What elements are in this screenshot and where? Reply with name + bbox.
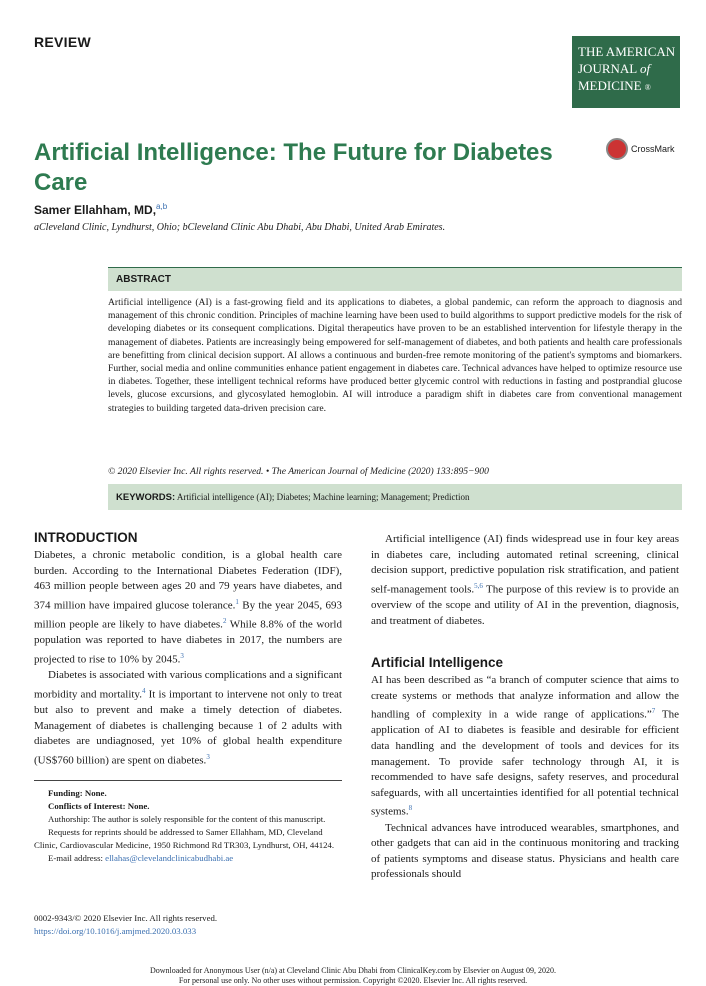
footnotes (34, 780, 342, 865)
keywords-list: Artificial intelligence (AI); Diabetes; Machine learning; Management; Prediction (176, 492, 470, 502)
intro-paragraph-1: Diabetes, a chronic metabolic condition, is a global health care burden. According to the International Diabetes Federation (IDF), 463 million people between ages 20 and 79 years have diabetes, and 374 million have impaired glucose tolerance.$^1$ By the year 2045, 693 million people are likely to have diabetes.$^2$ While 8.8% of the world population was reported to have diabetes in 2017, the numbers are projected to rise to 10% by 2045.$^3$ (34, 549, 342, 666)
ref-link[interactable]: 8 (408, 804, 413, 813)
journal-logo[interactable] (572, 36, 680, 108)
keywords-box (108, 484, 682, 510)
ref-link[interactable]: 2 (222, 617, 227, 626)
journal-name-line3: MEDICINE ® (578, 78, 651, 93)
reprints-note: Requests for reprints should be addressed to Samer Ellahham, MD, Cleveland Clinic, Cardiovascular Medicine, 1950 Richmond Rd TR303, Lyndhurst, OH, 44124. (34, 827, 335, 850)
ref-link[interactable]: 4 (141, 686, 146, 695)
keywords-label: KEYWORDS: (116, 492, 176, 503)
journal-name-line1: THE AMERICAN (578, 44, 676, 59)
author-line: Samer Ellahham, MD,$^{a,b}$ (34, 202, 168, 217)
copyright-block (34, 912, 217, 938)
ref-link[interactable]: 3 (206, 752, 210, 761)
affiliations: aCleveland Clinic, Lyndhurst, Ohio; bCleveland Clinic Abu Dhabi, Abu Dhabi, United Arab Emirates. (34, 222, 446, 233)
download-notice (0, 966, 706, 986)
email-note: E-mail address: ellahas@clevelandclinicabudhabi.ae (48, 853, 234, 863)
right-paragraph-2: AI has been described as “a branch of computer science that aims to create systems or methods that analyze information and allow the handling of complexity in a wide range of applications.”$^7$ The application of AI to diabetes is feasible and desirable for efficient data handling and the development of tools and devices for its management. To provide safer technology through AI, it is recommended to have safe designs, safety reserves, and procedural safeguards, with all uncertainties identified for all potential technical systems.$^8$ (371, 674, 680, 819)
author-affiliation-ref[interactable]: a,b (156, 202, 168, 211)
funding-note: Funding: None. (48, 788, 107, 798)
email-link[interactable]: ellahas@clevelandclinicabudhabi.ae (105, 853, 234, 863)
journal-name-line2: JOURNAL of (578, 61, 651, 76)
ref-link[interactable]: 7 (651, 707, 656, 716)
doi-link[interactable]: https://doi.org/10.1016/j.amjmed.2020.03.033 (34, 926, 197, 936)
ref-link[interactable]: 5,6 (474, 581, 483, 590)
conflicts-note: Conflicts of Interest: None. (48, 801, 150, 811)
intro-heading: INTRODUCTION (34, 530, 138, 545)
intro-paragraph-2: Diabetes is associated with various complications and a significant morbidity and mortality.$^4$ It is important to intervene not only to treat but also to prevent and make a timely detection of diabetes. Management of diabetes is challenging because 1 of 2 adults with diabetes are undiagnosed, yet 10% of global health expenditure (US$760 billion) are spent on diabetes.$^3$ (34, 669, 342, 767)
ai-heading: Artificial Intelligence (371, 655, 504, 670)
section-label: REVIEW (34, 34, 92, 50)
crossmark-label: CrossMark (631, 144, 675, 154)
abstract-text: Artificial intelligence (AI) is a fast-growing field and its applications to diabetes, a global pandemic, can reform the approach to diagnosis and management of this chronic condition. Principles of machine learning have been used to build algorithms to support predictive models for the risk of developing diabetes or its consequent complications. Digital therapeutics have proven to be an established intervention for lifestyle therapy in the management of diabetes. Patients are increasingly being empowered for self-management of diabetes, and both patients and health care professionals are benefitting from clinical decision support. AI allows a continuous and burden-free remote monitoring of the patient's symptoms and biomarkers. Further, social media and online communities enhance patient engagement in diabetes care. Technical advances have helped to optimize resource use in diabetes. Together, these intelligent technical reforms have produced better glycemic control with reductions in fasting and postprandial glucose levels, glucose excursions, and glycosylated hemoglobin. AI will introduce a paradigm shift in diabetes care from conventional management strategies to building targeted data-driven precision care. (108, 297, 682, 414)
ref-link[interactable]: 3 (180, 651, 184, 660)
download-line-1: Downloaded for Anonymous User (n/a) at Cleveland Clinic Abu Dhabi from ClinicalKey.com by Elsevier on August 09, 2020. (149, 966, 557, 975)
crossmark-badge[interactable] (606, 138, 675, 160)
left-column (34, 548, 342, 769)
abstract-heading: ABSTRACT (108, 267, 682, 291)
ref-link[interactable]: 1 (235, 597, 239, 606)
crossmark-icon (606, 138, 628, 160)
right-paragraph-1: Artificial intelligence (AI) finds widespread use in four key areas in diabetes care, including automated retinal screening, clinical decision support, predictive population risk stratification, and patient self-management tools.$^{5,6}$ The purpose of this review is to provide an overview of the scope and utility of AI in the prevention, diagnosis, and treatment of diabetes. (371, 533, 680, 627)
right-column-bottom (371, 673, 679, 883)
abstract-citation: © 2020 Elsevier Inc. All rights reserved. • The American Journal of Medicine (2020) 133:895−900 (108, 466, 489, 477)
download-line-2: For personal use only. No other uses without permission. Copyright ©2020. Elsevier Inc. All rights reserved. (178, 976, 528, 985)
authorship-note: Authorship: The author is solely responsible for the content of this manuscript. (48, 814, 326, 824)
issn-line: 0002-9343/© 2020 Elsevier Inc. All rights reserved. (34, 913, 218, 923)
right-column-top (371, 532, 679, 629)
right-paragraph-3: Technical advances have introduced wearables, smartphones, and other gadgets that can aid in the continuous monitoring and tracking of patients symptoms and disease status. Physicians and health care professionals should (371, 821, 679, 881)
article-title: Artificial Intelligence: The Future for Diabetes Care (34, 139, 553, 196)
